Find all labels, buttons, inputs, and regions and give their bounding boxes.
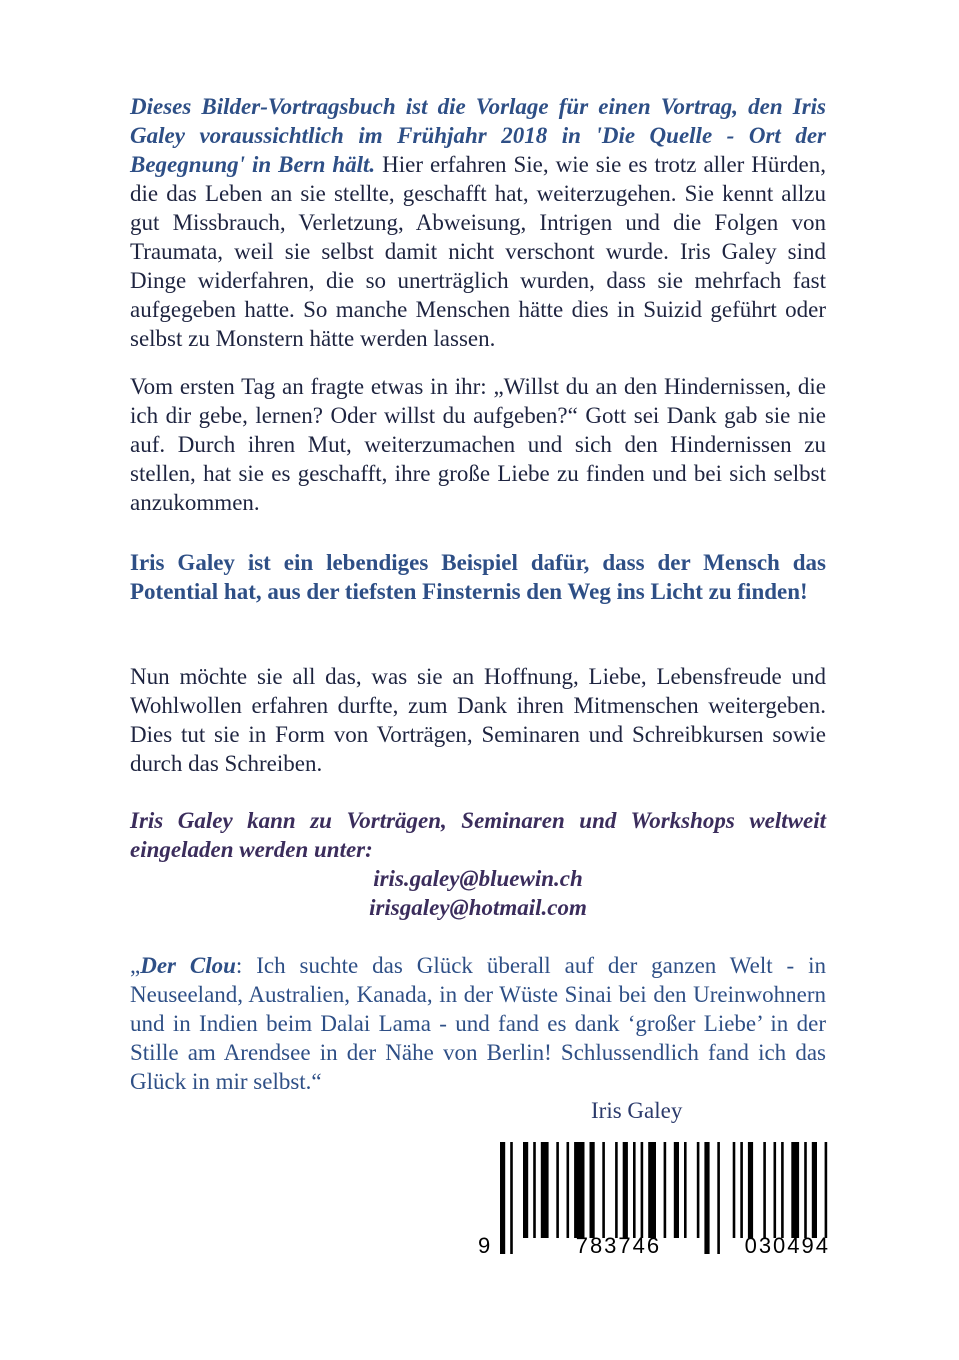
barcode-bar <box>633 1142 636 1238</box>
barcode-bar <box>556 1142 559 1238</box>
gratitude-paragraph: Nun möchte sie all das, was sie an Hoffnung, Liebe, Lebensfreude und Wohlwollen erfahren durfte, zum Dank ihren Mitmenschen weitergeben. Dies tut sie in Form von Vorträgen, Seminaren und Schreibkursen sowie durch das Schreiben. <box>130 664 826 776</box>
barcode-bar <box>825 1142 828 1238</box>
barcode-bar <box>740 1142 743 1238</box>
barcode-bar <box>674 1142 679 1238</box>
barcode-bar <box>684 1142 687 1238</box>
barcode-bar <box>615 1142 618 1238</box>
barcode-bar <box>804 1142 807 1238</box>
barcode-bar <box>641 1142 644 1238</box>
barcode-bar <box>533 1142 536 1238</box>
barcode-bar <box>781 1142 784 1238</box>
barcode-bar <box>567 1142 570 1238</box>
barcode-group-left: 783746 <box>575 1233 662 1258</box>
barcode-bar <box>763 1142 766 1238</box>
barcode-bar <box>648 1142 656 1238</box>
barcode-bar <box>791 1142 799 1238</box>
invitation-paragraph: Iris Galey kann zu Vorträgen, Seminaren und Workshops weltweit eingeladen werden unter: <box>130 808 826 862</box>
quote-open-mark: „ <box>130 953 141 978</box>
barcode-first-digit: 9 <box>478 1233 493 1258</box>
barcode-bar <box>812 1142 817 1238</box>
intro-paragraph <box>130 92 826 353</box>
quote-author: Iris Galey <box>591 1098 683 1123</box>
barcode-bar <box>697 1142 700 1238</box>
intro-body: Hier erfahren Sie, wie sie es trotz aller Hürden, die das Leben an sie stellte, geschafft hat, weiterzugehen. Sie kennt allzu gut Missbrauch, Verletzung, Abweisung, Intrigen und die Folgen von Traumata, weil sie selbst damit nicht verschont wurde. Iris Galey sind Dinge widerfahren, die so unerträglich wurden, dass sie mehrfach fast aufgegeben hatte. So manche Menschen hätte dies in Suizid geführt oder selbst zu Monstern hätte werden lassen. <box>130 152 826 351</box>
barcode-bar <box>574 1142 584 1238</box>
barcode-group-right: 030494 <box>744 1233 830 1258</box>
barcode-bar <box>623 1142 628 1238</box>
barcode-bar <box>774 1142 777 1238</box>
barcode-bar <box>733 1142 736 1238</box>
intro-emphasis: Dieses Bilder-Vortragsbuch ist die Vorlage für einen Vortrag, den Iris Galey voraussichtlich im Frühjahr 2018 in 'Die Quelle - Ort der Begegnung' in Bern hält. <box>130 94 826 177</box>
barcode-bar <box>602 1142 605 1238</box>
email-bluewin[interactable]: iris.galey@bluewin.ch <box>373 866 583 891</box>
barcode-digits <box>478 1233 830 1259</box>
barcode-bar <box>664 1142 667 1238</box>
example-paragraph: Iris Galey ist ein lebendiges Beispiel dafür, dass der Mensch das Potential hat, aus der tiefsten Finsternis den Weg ins Licht zu finden! <box>130 550 826 604</box>
barcode-bar <box>748 1142 753 1238</box>
quote-paragraph <box>130 951 826 1096</box>
email-hotmail[interactable]: irisgaley@hotmail.com <box>369 895 587 920</box>
quote-text: : Ich suchte das Glück überall auf der ganzen Welt - in Neuseeland, Australien, Kanada, in der Wüste Sinai bei den Ureinwohnern und in Indien beim Dalai Lama - und fand es dank ‘großer Liebe’ in der Stille am Arendsee in der Nähe von Berlin! Schlussendlich fand ich das Glück in mir selbst.“ <box>130 953 826 1094</box>
barcode-bar <box>590 1142 595 1238</box>
barcode-bar <box>541 1142 549 1238</box>
question-paragraph: Vom ersten Tag an fragte etwas in ihr: „Willst du an den Hindernissen, die ich dir gebe, lernen? Oder willst du aufgeben?“ Gott sei Dank gab sie nie auf. Durch ihren Mut, weiterzumachen und sich den Hindernissen zu stellen, hat sie es geschafft, ihre große Liebe zu finden und bei sich selbst anzukommen. <box>130 374 826 515</box>
quote-title: Der Clou <box>140 953 236 978</box>
barcode-bar <box>523 1142 528 1238</box>
